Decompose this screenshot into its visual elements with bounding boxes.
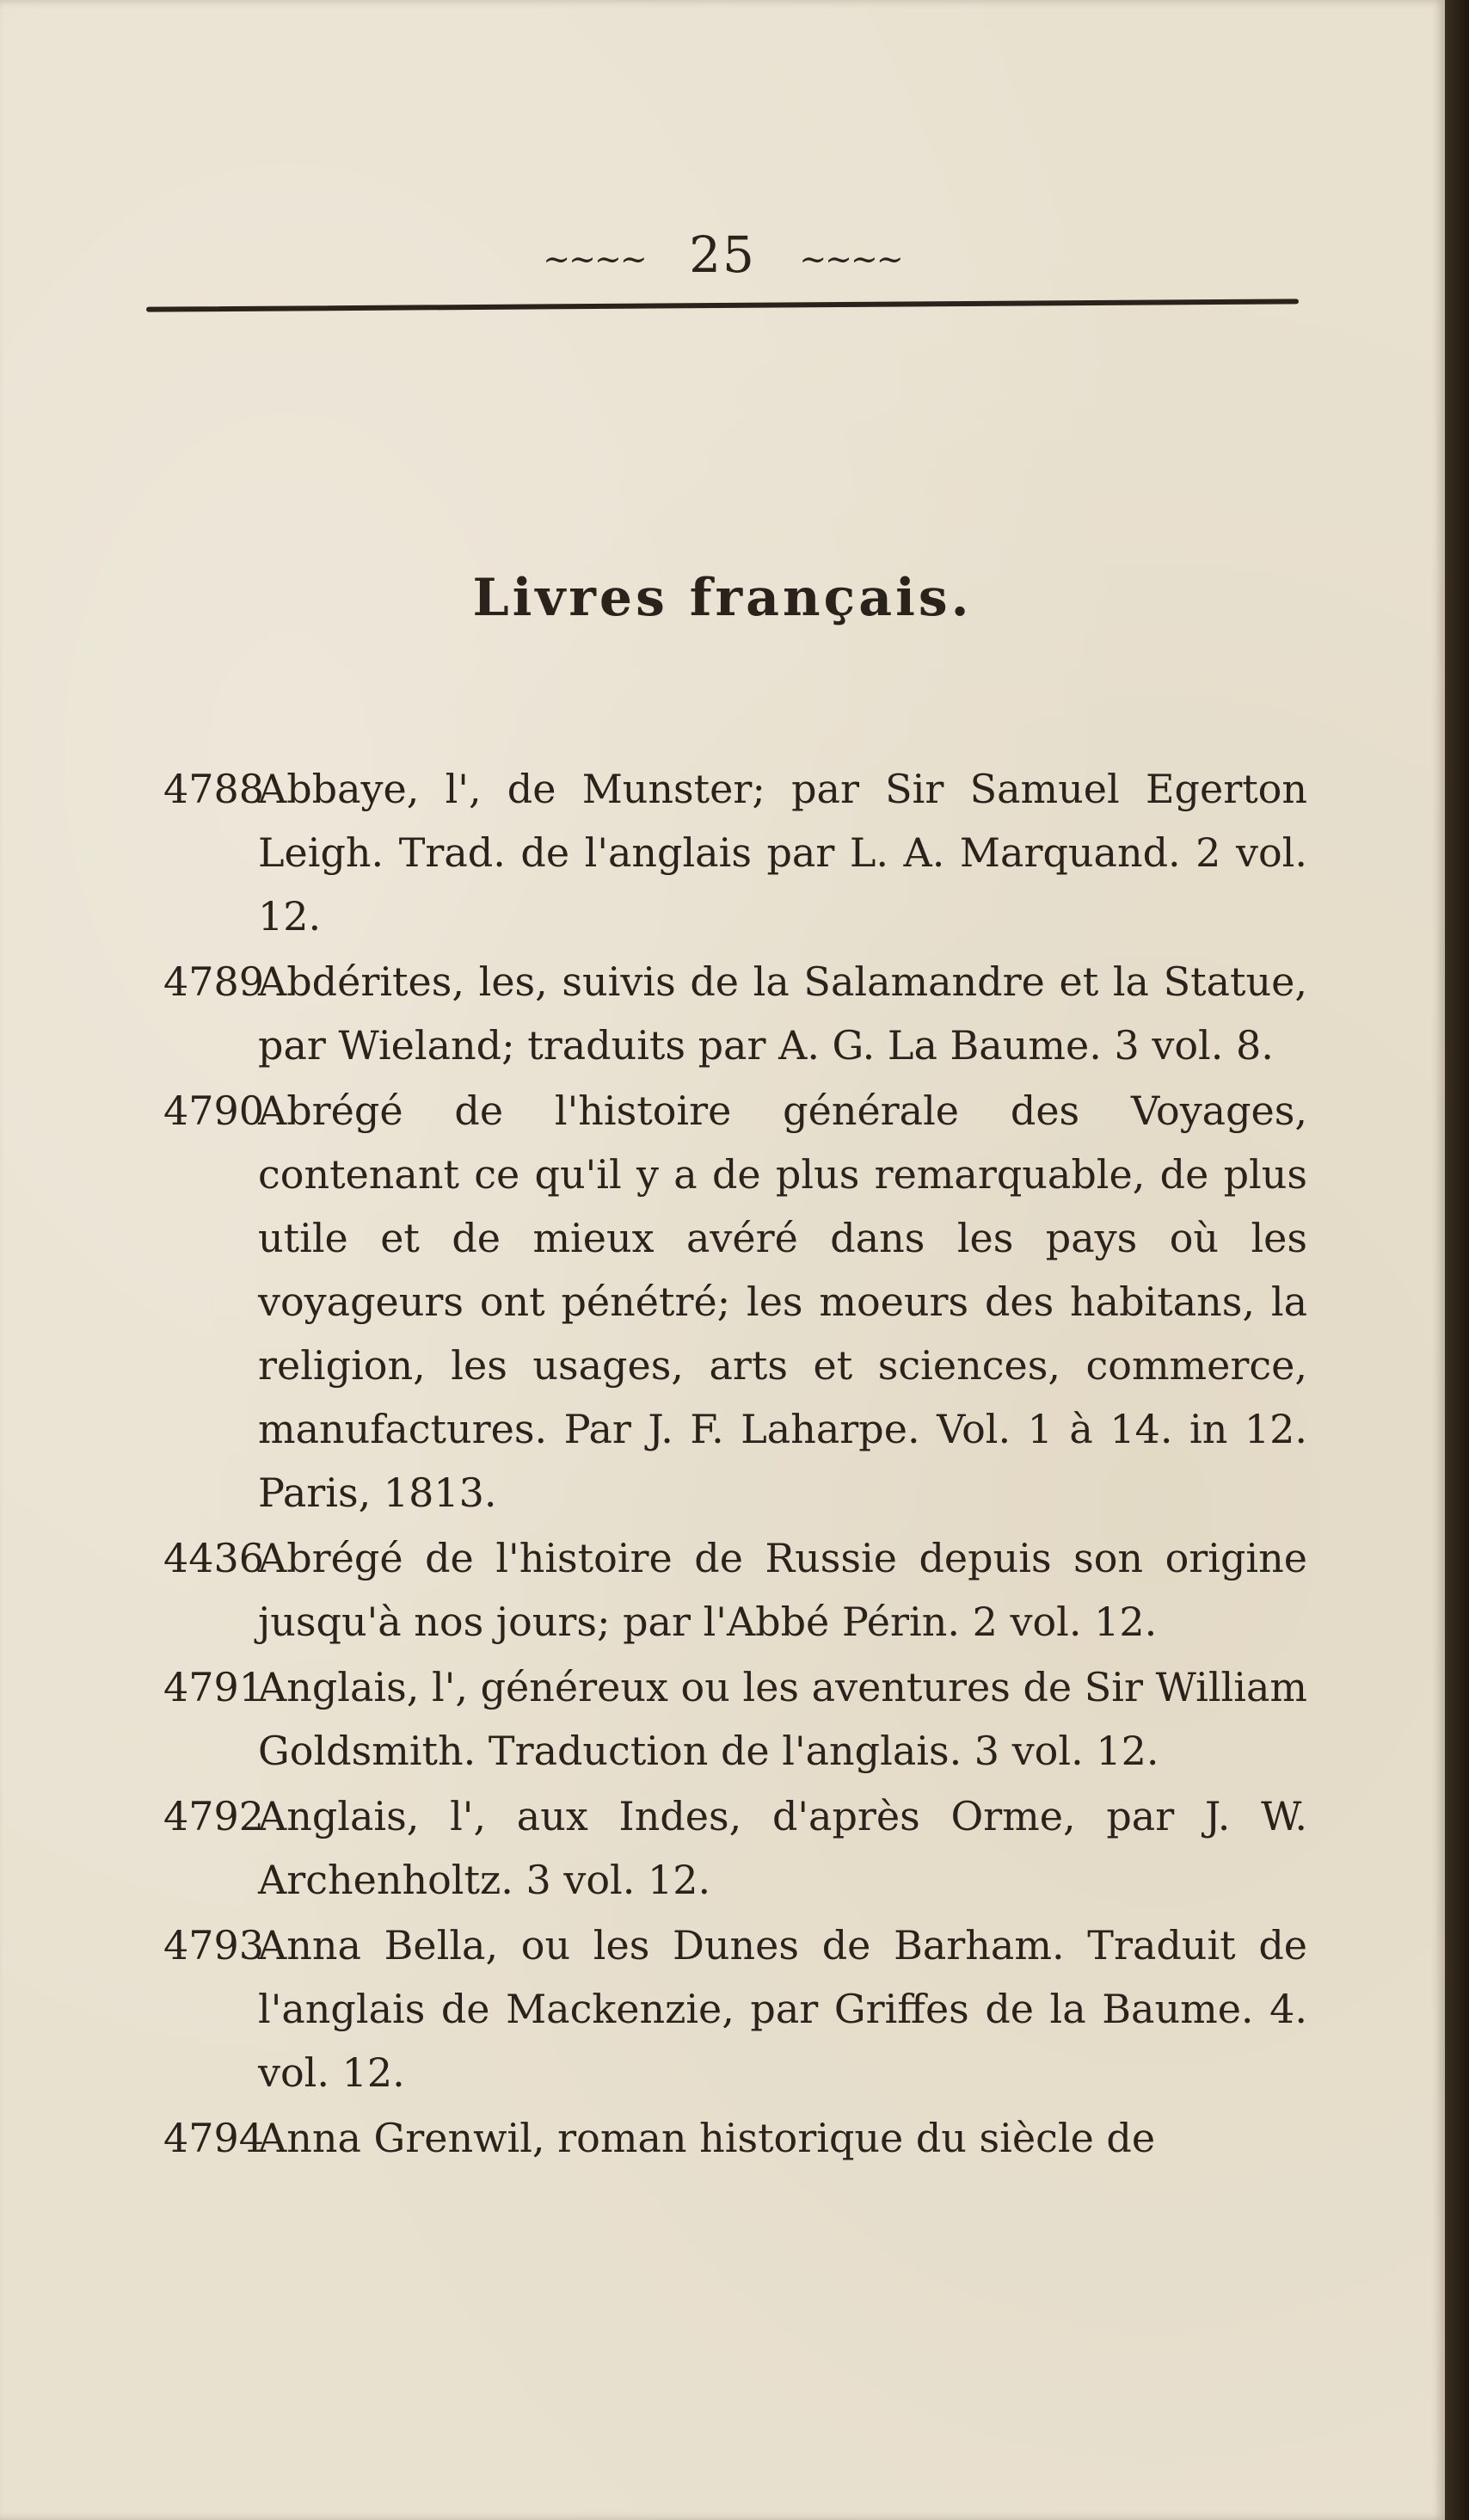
catalogue-entry	[163, 1526, 1307, 1654]
entry-number: 4789	[163, 958, 265, 1005]
catalogue-entry	[163, 1079, 1307, 1525]
entry-text: Anglais, l', généreux ou les aventures de Sir William Goldsmith. Traduction de l'anglais. 3 vol. 12.	[258, 1664, 1307, 1774]
ornament-right: ~~~~	[799, 239, 902, 278]
catalogue-entry	[163, 1655, 1307, 1783]
entry-text: Abrégé de l'histoire de Russie depuis son origine jusqu'à nos jours; par l'Abbé Périn. 2 vol. 12.	[258, 1535, 1307, 1645]
catalogue-entry	[163, 2106, 1307, 2170]
entry-number: 4788	[163, 766, 265, 812]
page-number: 25	[689, 225, 756, 284]
entry-number: 4794	[163, 2115, 265, 2161]
section-title: Livres français.	[472, 568, 973, 628]
entry-text: Anglais, l', aux Indes, d'après Orme, par J. W. Archenholtz. 3 vol. 12.	[258, 1793, 1307, 1903]
entry-text: Anna Bella, ou les Dunes de Barham. Traduit de l'anglais de Mackenzie, par Griffes de la Baume. 4. vol. 12.	[258, 1922, 1307, 2096]
entry-number: 4790	[163, 1087, 265, 1134]
entry-number: 4793	[163, 1922, 265, 1969]
catalogue-entry	[163, 757, 1307, 948]
header-rule	[146, 299, 1299, 311]
entry-text: Abrégé de l'histoire générale des Voyages, contenant ce qu'il y a de plus remarquable, de plus utile et de mieux avéré dans les pays où les voyageurs ont pénétré; les moeurs des habitans, la religion, les usages, arts et sciences, commerce, manufactures. Par J. F. Laharpe. Vol. 1 à 14. in 12. Paris, 1813.	[258, 1087, 1307, 1516]
ornament-left: ~~~~	[543, 239, 646, 278]
catalogue-entry	[163, 950, 1307, 1077]
entry-number: 4792	[163, 1793, 265, 1839]
catalogue-entries	[163, 757, 1307, 2170]
entry-text: Abdérites, les, suivis de la Salamandre et la Statue, par Wieland; traduits par A. G. La Baume. 3 vol. 8.	[258, 958, 1307, 1069]
book-edge	[1445, 0, 1469, 2520]
entry-text: Anna Grenwil, roman historique du siècle de	[258, 2115, 1156, 2161]
entry-text: Abbaye, l', de Munster; par Sir Samuel Egerton Leigh. Trad. de l'anglais par L. A. Marquand. 2 vol. 12.	[258, 766, 1307, 940]
entry-number: 4436	[163, 1535, 265, 1581]
catalogue-entry	[163, 1784, 1307, 1912]
running-head	[0, 225, 1445, 284]
catalogue-entry	[163, 1913, 1307, 2104]
entry-number: 4791	[163, 1664, 265, 1710]
